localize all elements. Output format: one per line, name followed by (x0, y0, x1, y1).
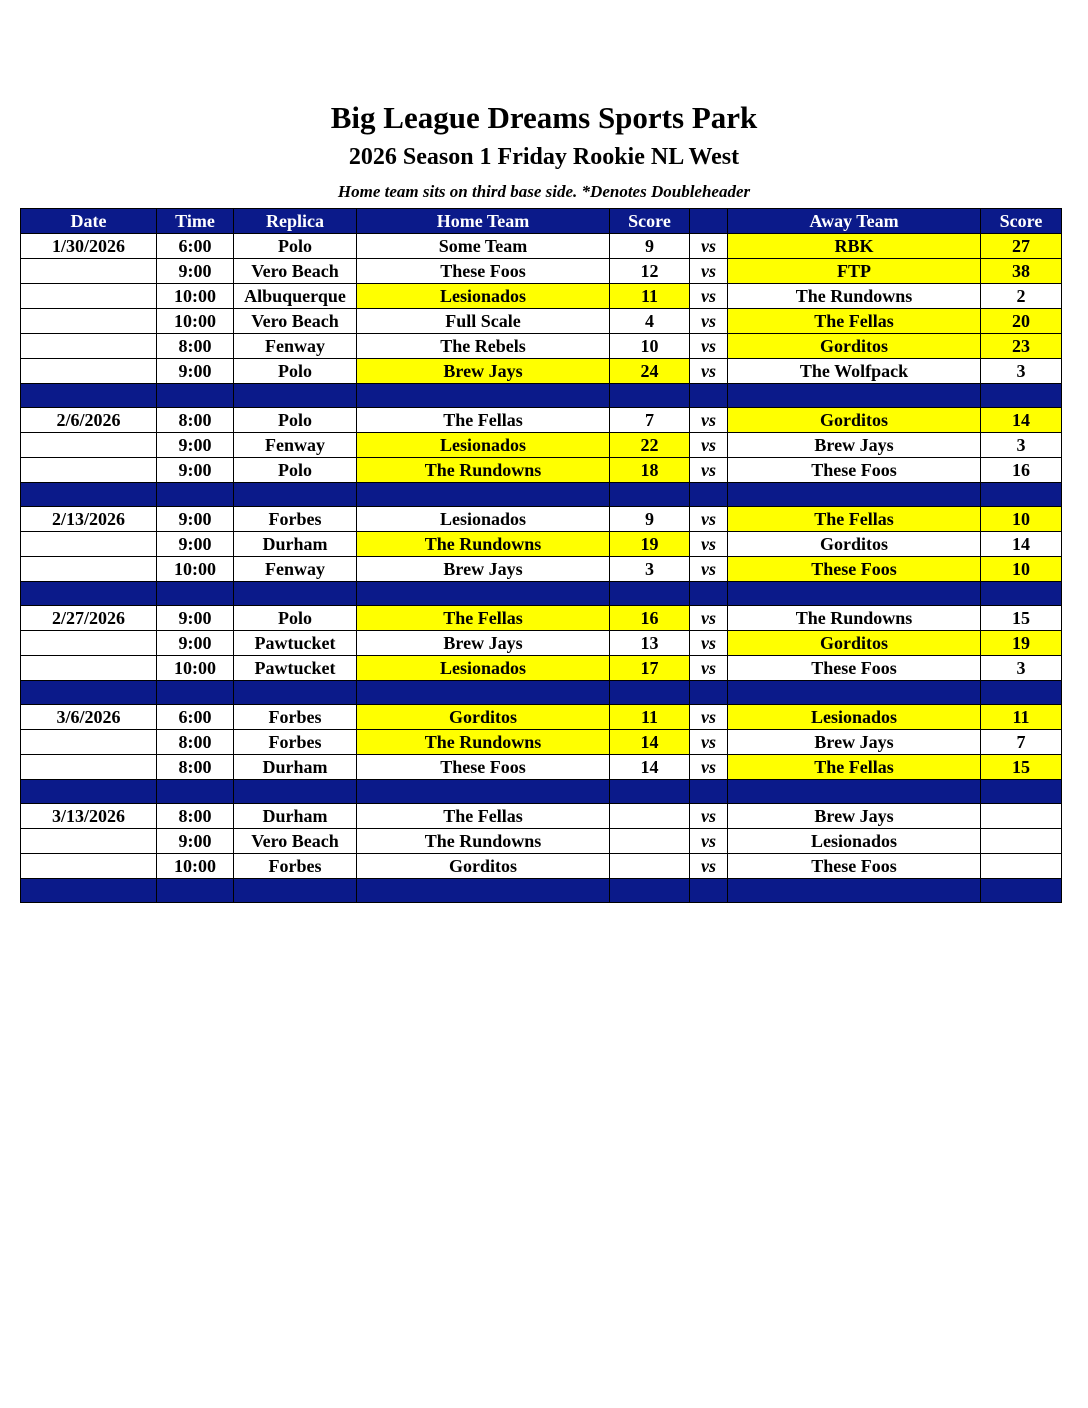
home-score (610, 854, 690, 879)
away-score: 14 (981, 408, 1062, 433)
away-score: 2 (981, 284, 1062, 309)
game-date (21, 557, 157, 582)
away-score: 19 (981, 631, 1062, 656)
game-date (21, 259, 157, 284)
game-row (21, 507, 1062, 532)
schedule-table (20, 208, 1062, 903)
home-team: The Fellas (357, 606, 610, 631)
game-row (21, 408, 1062, 433)
week-separator (21, 780, 1062, 804)
vs-label: vs (690, 259, 728, 284)
game-replica: Fenway (234, 433, 357, 458)
game-date: 3/13/2026 (21, 804, 157, 829)
home-score: 11 (610, 705, 690, 730)
game-time: 6:00 (157, 234, 234, 259)
schedule-note: Home team sits on third base side. *Denotes Doubleheader (337, 182, 751, 201)
game-time: 9:00 (157, 458, 234, 483)
game-date (21, 458, 157, 483)
game-date (21, 359, 157, 384)
game-row (21, 557, 1062, 582)
game-replica: Fenway (234, 557, 357, 582)
home-score (610, 804, 690, 829)
away-score (981, 854, 1062, 879)
vs-label: vs (690, 656, 728, 681)
game-row (21, 309, 1062, 334)
game-replica: Fenway (234, 334, 357, 359)
home-score: 12 (610, 259, 690, 284)
home-team: The Rundowns (357, 458, 610, 483)
game-time: 9:00 (157, 433, 234, 458)
game-date (21, 854, 157, 879)
vs-label: vs (690, 334, 728, 359)
away-team: The Rundowns (728, 284, 981, 309)
game-row (21, 284, 1062, 309)
away-score: 38 (981, 259, 1062, 284)
col-vs-header (690, 209, 728, 234)
game-date (21, 730, 157, 755)
game-replica: Pawtucket (234, 631, 357, 656)
game-row (21, 359, 1062, 384)
vs-label: vs (690, 755, 728, 780)
away-score: 27 (981, 234, 1062, 259)
page-subtitle: 2026 Season 1 Friday Rookie NL West (348, 144, 740, 170)
away-team: The Rundowns (728, 606, 981, 631)
game-date: 3/6/2026 (21, 705, 157, 730)
game-row (21, 334, 1062, 359)
vs-label: vs (690, 234, 728, 259)
away-score: 15 (981, 606, 1062, 631)
home-score: 14 (610, 730, 690, 755)
game-row (21, 829, 1062, 854)
home-score: 24 (610, 359, 690, 384)
game-time: 10:00 (157, 854, 234, 879)
vs-label: vs (690, 804, 728, 829)
away-team: RBK (728, 234, 981, 259)
vs-label: vs (690, 829, 728, 854)
game-date (21, 656, 157, 681)
away-score: 3 (981, 656, 1062, 681)
game-date: 2/27/2026 (21, 606, 157, 631)
away-team: Gorditos (728, 532, 981, 557)
home-team: The Fellas (357, 408, 610, 433)
home-team: These Foos (357, 259, 610, 284)
away-score: 3 (981, 359, 1062, 384)
home-team: Lesionados (357, 433, 610, 458)
game-time: 10:00 (157, 557, 234, 582)
game-date (21, 829, 157, 854)
game-row (21, 854, 1062, 879)
away-team: Gorditos (728, 334, 981, 359)
away-team: Lesionados (728, 705, 981, 730)
home-team: Brew Jays (357, 359, 610, 384)
home-team: The Rebels (357, 334, 610, 359)
home-score: 9 (610, 234, 690, 259)
col-away-team-header: Away Team (728, 209, 981, 234)
away-score (981, 829, 1062, 854)
game-replica: Forbes (234, 730, 357, 755)
week-separator (21, 384, 1062, 408)
game-replica: Pawtucket (234, 656, 357, 681)
home-team: Lesionados (357, 656, 610, 681)
home-score: 13 (610, 631, 690, 656)
week-separator (21, 582, 1062, 606)
game-row (21, 458, 1062, 483)
page-title: Big League Dreams Sports Park (330, 100, 758, 135)
game-row (21, 631, 1062, 656)
game-row (21, 705, 1062, 730)
game-time: 10:00 (157, 309, 234, 334)
game-row (21, 656, 1062, 681)
vs-label: vs (690, 433, 728, 458)
away-team: Brew Jays (728, 730, 981, 755)
away-score: 14 (981, 532, 1062, 557)
game-time: 8:00 (157, 334, 234, 359)
home-score: 22 (610, 433, 690, 458)
home-score: 11 (610, 284, 690, 309)
away-score: 10 (981, 557, 1062, 582)
away-team: Brew Jays (728, 433, 981, 458)
home-score: 7 (610, 408, 690, 433)
home-team: The Fellas (357, 804, 610, 829)
game-date (21, 433, 157, 458)
home-team: The Rundowns (357, 829, 610, 854)
col-replica-header: Replica (234, 209, 357, 234)
home-team: The Rundowns (357, 730, 610, 755)
game-replica: Durham (234, 755, 357, 780)
vs-label: vs (690, 309, 728, 334)
away-team: These Foos (728, 854, 981, 879)
away-team: Gorditos (728, 631, 981, 656)
vs-label: vs (690, 631, 728, 656)
away-team: The Fellas (728, 507, 981, 532)
game-date (21, 309, 157, 334)
game-date: 1/30/2026 (21, 234, 157, 259)
away-team: These Foos (728, 458, 981, 483)
game-time: 10:00 (157, 284, 234, 309)
away-team: These Foos (728, 656, 981, 681)
home-team: Gorditos (357, 854, 610, 879)
home-team: Brew Jays (357, 631, 610, 656)
game-time: 9:00 (157, 829, 234, 854)
home-score: 14 (610, 755, 690, 780)
vs-label: vs (690, 606, 728, 631)
game-replica: Polo (234, 359, 357, 384)
home-score (610, 829, 690, 854)
away-score: 3 (981, 433, 1062, 458)
game-replica: Vero Beach (234, 309, 357, 334)
game-date: 2/13/2026 (21, 507, 157, 532)
vs-label: vs (690, 854, 728, 879)
home-team: These Foos (357, 755, 610, 780)
vs-label: vs (690, 557, 728, 582)
game-replica: Polo (234, 234, 357, 259)
week-separator (21, 879, 1062, 903)
home-score: 18 (610, 458, 690, 483)
away-score: 7 (981, 730, 1062, 755)
game-date (21, 631, 157, 656)
away-team: Lesionados (728, 829, 981, 854)
away-team: These Foos (728, 557, 981, 582)
col-date-header: Date (21, 209, 157, 234)
away-score: 20 (981, 309, 1062, 334)
game-replica: Polo (234, 408, 357, 433)
away-team: Brew Jays (728, 804, 981, 829)
vs-label: vs (690, 284, 728, 309)
week-separator (21, 483, 1062, 507)
home-team: Lesionados (357, 284, 610, 309)
game-time: 9:00 (157, 507, 234, 532)
home-score: 4 (610, 309, 690, 334)
game-time: 9:00 (157, 631, 234, 656)
game-row (21, 730, 1062, 755)
away-score: 10 (981, 507, 1062, 532)
vs-label: vs (690, 458, 728, 483)
col-home-team-header: Home Team (357, 209, 610, 234)
home-score: 10 (610, 334, 690, 359)
game-replica: Durham (234, 532, 357, 557)
vs-label: vs (690, 532, 728, 557)
vs-label: vs (690, 507, 728, 532)
home-team: Brew Jays (357, 557, 610, 582)
away-score: 11 (981, 705, 1062, 730)
game-time: 6:00 (157, 705, 234, 730)
away-score (981, 804, 1062, 829)
away-team: The Fellas (728, 755, 981, 780)
home-team: Full Scale (357, 309, 610, 334)
game-replica: Forbes (234, 507, 357, 532)
week-separator (21, 681, 1062, 705)
vs-label: vs (690, 730, 728, 755)
header-row (21, 209, 1062, 234)
game-time: 8:00 (157, 755, 234, 780)
game-date (21, 284, 157, 309)
game-replica: Albuquerque (234, 284, 357, 309)
game-time: 8:00 (157, 408, 234, 433)
game-replica: Vero Beach (234, 259, 357, 284)
home-score: 9 (610, 507, 690, 532)
home-score: 3 (610, 557, 690, 582)
game-replica: Durham (234, 804, 357, 829)
schedule-body (21, 234, 1062, 903)
game-replica: Forbes (234, 854, 357, 879)
col-home-score-header: Score (610, 209, 690, 234)
game-row (21, 532, 1062, 557)
away-team: Gorditos (728, 408, 981, 433)
home-team: Lesionados (357, 507, 610, 532)
game-time: 10:00 (157, 656, 234, 681)
game-time: 9:00 (157, 532, 234, 557)
game-time: 8:00 (157, 804, 234, 829)
vs-label: vs (690, 705, 728, 730)
game-replica: Forbes (234, 705, 357, 730)
game-row (21, 259, 1062, 284)
home-team: Some Team (357, 234, 610, 259)
away-score: 23 (981, 334, 1062, 359)
home-score: 17 (610, 656, 690, 681)
game-row (21, 433, 1062, 458)
game-replica: Polo (234, 606, 357, 631)
col-away-score-header: Score (981, 209, 1062, 234)
game-row (21, 234, 1062, 259)
vs-label: vs (690, 359, 728, 384)
game-date (21, 334, 157, 359)
game-time: 9:00 (157, 606, 234, 631)
game-time: 8:00 (157, 730, 234, 755)
away-score: 15 (981, 755, 1062, 780)
game-date (21, 532, 157, 557)
home-score: 16 (610, 606, 690, 631)
game-time: 9:00 (157, 259, 234, 284)
game-date: 2/6/2026 (21, 408, 157, 433)
away-team: FTP (728, 259, 981, 284)
game-row (21, 606, 1062, 631)
away-score: 16 (981, 458, 1062, 483)
game-row (21, 755, 1062, 780)
game-replica: Vero Beach (234, 829, 357, 854)
home-team: Gorditos (357, 705, 610, 730)
game-time: 9:00 (157, 359, 234, 384)
game-row (21, 804, 1062, 829)
away-team: The Wolfpack (728, 359, 981, 384)
col-time-header: Time (157, 209, 234, 234)
away-team: The Fellas (728, 309, 981, 334)
game-replica: Polo (234, 458, 357, 483)
home-team: The Rundowns (357, 532, 610, 557)
game-date (21, 755, 157, 780)
vs-label: vs (690, 408, 728, 433)
home-score: 19 (610, 532, 690, 557)
